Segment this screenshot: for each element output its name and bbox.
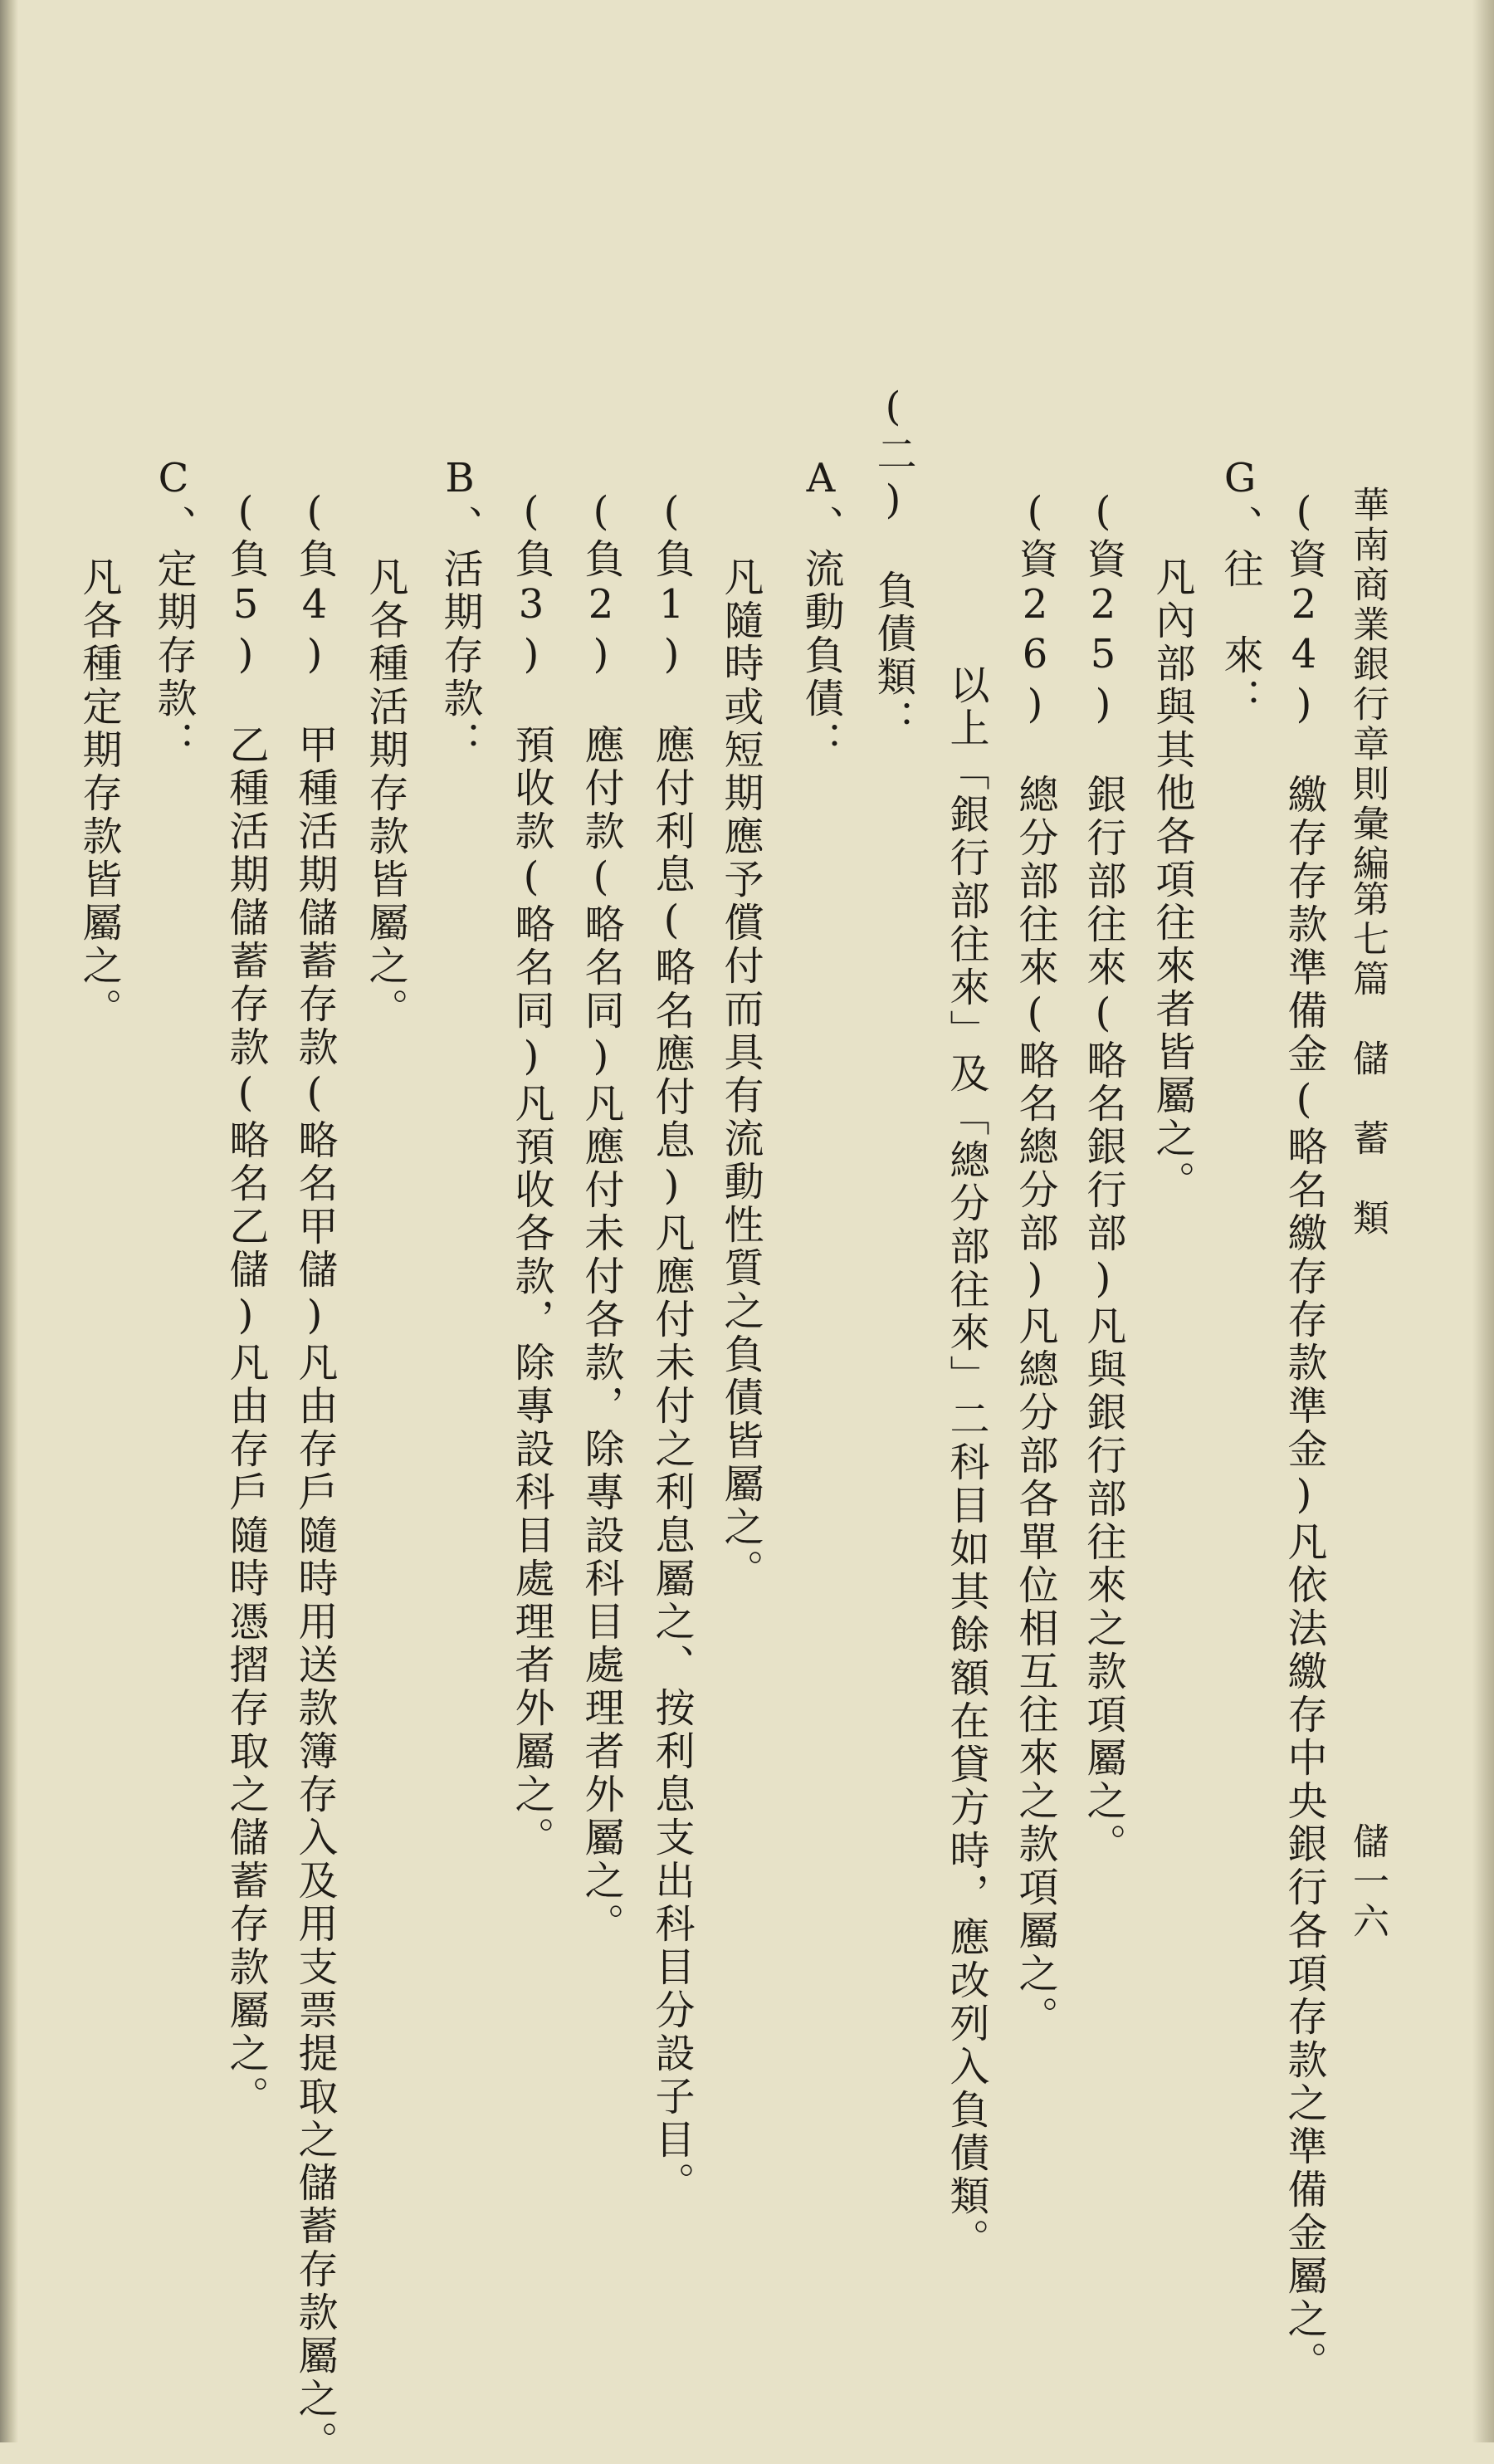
heading-liabilities: (二) 負債類： [870,384,916,742]
entry-liabilities-3: (負3) 預收款(略名同)凡預收各款，除專設科目處理者外屬之。 [508,488,554,1860]
running-header-section: 第七篇 儲 蓄 類 [1346,880,1389,1239]
description-c: 凡各種定期存款皆屬之。 [76,556,122,1031]
entry-liabilities-5: (負5) 乙種活期儲蓄存款(略名乙儲)凡由存戶隨時憑摺存取之儲蓄存款屬之。 [222,488,269,2119]
note-reclassification: 以上「銀行部往來」及「總分部往來」二科目如其餘額在貸方時，應改列入負債類。 [943,664,989,2261]
heading-c-time-deposits: C、定期存款： [150,455,197,764]
description-g: 凡內部與其他各項往來者皆屬之。 [1149,556,1195,1204]
entry-liabilities-1: (負1) 應付利息(略名應付息)凡應付未付之利息屬之、按利息支出科目分設子目。 [648,488,695,2205]
entry-assets-25: (資25) 銀行部往來(略名銀行部)凡與銀行部往來之款項屬之。 [1080,488,1126,1866]
entry-assets-24: (資24) 繳存存款準備金(略名繳存存款準金)凡依法繳存中央銀行各項存款之準備金屬之。 [1281,488,1327,2384]
description-b: 凡各種活期存款皆屬之。 [362,556,408,1031]
heading-g-current-accounts: G、往 來： [1217,455,1263,721]
heading-b-demand-deposits: B、活期存款： [437,455,483,764]
heading-a-current-liabilities: A、流動負債： [798,455,844,764]
page-number: 儲一六 [1346,1822,1389,1942]
page-binding-edge [0,0,18,2442]
entry-liabilities-2: (負2) 應付款(略名同)凡應付未付各款，除專設科目處理者外屬之。 [578,488,624,1946]
entry-assets-26: (資26) 總分部往來(略名總分部)凡總分部各單位相互往來之款項屬之。 [1012,488,1058,2039]
entry-liabilities-4: (負4) 甲種活期儲蓄存款(略名甲儲)凡由存戶隨時用送款簿存入及用支票提取之儲蓄存款屬之。 [291,488,338,2464]
description-a: 凡隨時或短期應予償付而具有流動性質之負債皆屬之。 [717,556,764,1592]
page-right-edge [1472,0,1494,2442]
running-header-title: 華南商業銀行章則彙編 [1346,486,1389,884]
